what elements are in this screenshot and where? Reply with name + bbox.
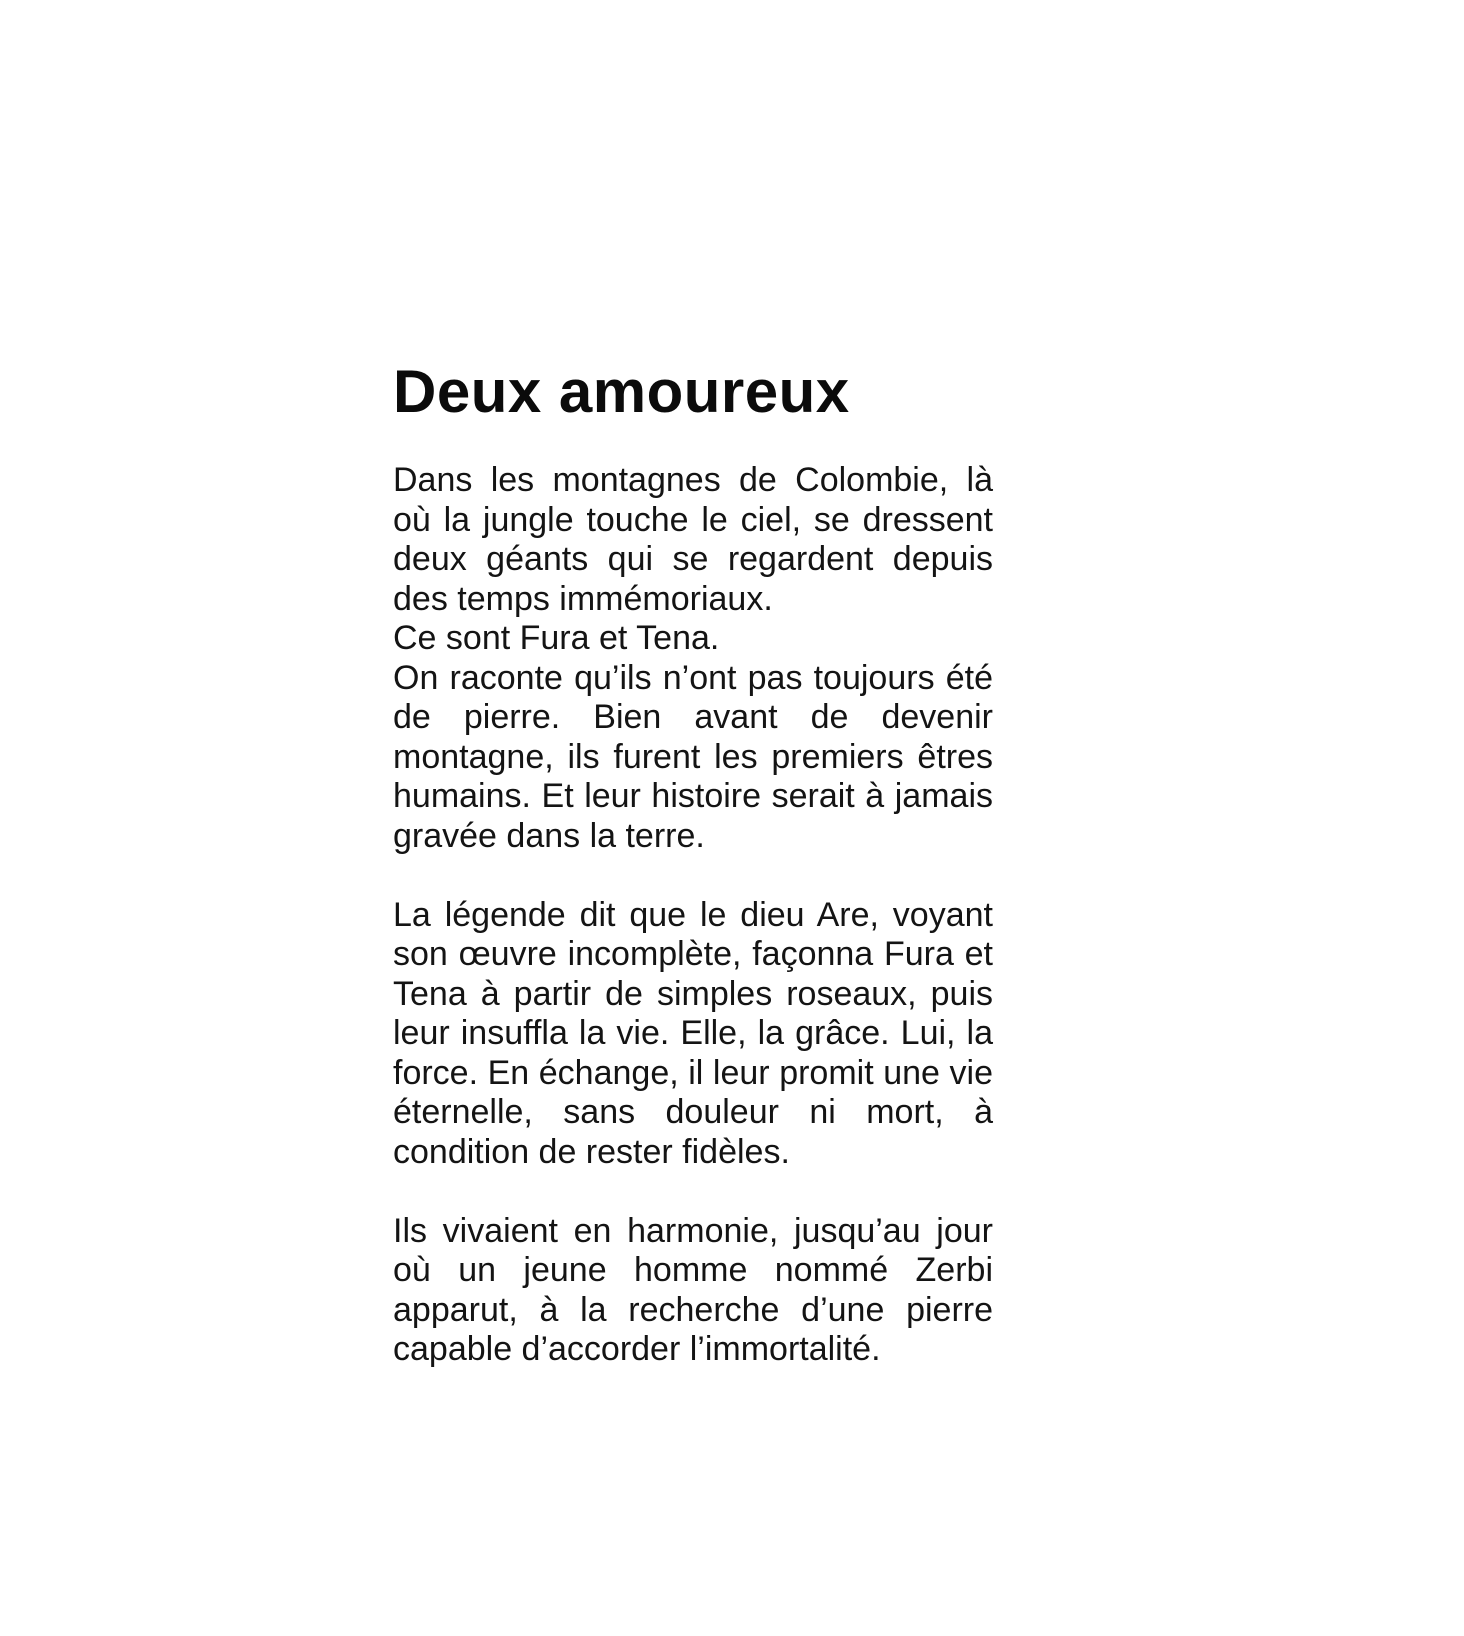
paragraph-3 <box>393 1212 993 1370</box>
page-title: Deux amoureux <box>393 358 850 425</box>
paragraph-spacer <box>393 856 993 896</box>
story-body <box>393 461 993 1370</box>
paragraph-line: Ils vivaient en harmonie, jusqu’au jour où un jeune homme nommé Zerbi apparut, à la recherche d’une pierre capable d’accorder l’immortalité. <box>393 1211 993 1368</box>
paragraph-spacer <box>393 1172 993 1212</box>
paragraph-line: Ce sont Fura et Tena. <box>393 619 720 657</box>
paragraph-line: On raconte qu’ils n’ont pas toujours été de pierre. Bien avant de devenir montagne, ils furent les premiers êtres humains. Et leur histoire serait à jamais gravée dans la terre. <box>393 658 993 855</box>
story-content <box>393 352 993 1370</box>
paragraph-1 <box>393 461 993 856</box>
paragraph-line: Dans les montagnes de Colombie, là où la jungle touche le ciel, se dressent deux géants qui se regardent depuis des temps immémoriaux. <box>393 461 993 618</box>
paragraph-2 <box>393 896 993 1173</box>
paragraph-line: La légende dit que le dieu Are, voyant son œuvre incomplète, façonna Fura et Tena à partir de simples roseaux, puis leur insuffla la vie. Elle, la grâce. Lui, la force. En échange, il leur promit une vie éternelle, sans douleur ni mort, à condition de rester fidèles. <box>393 895 993 1171</box>
